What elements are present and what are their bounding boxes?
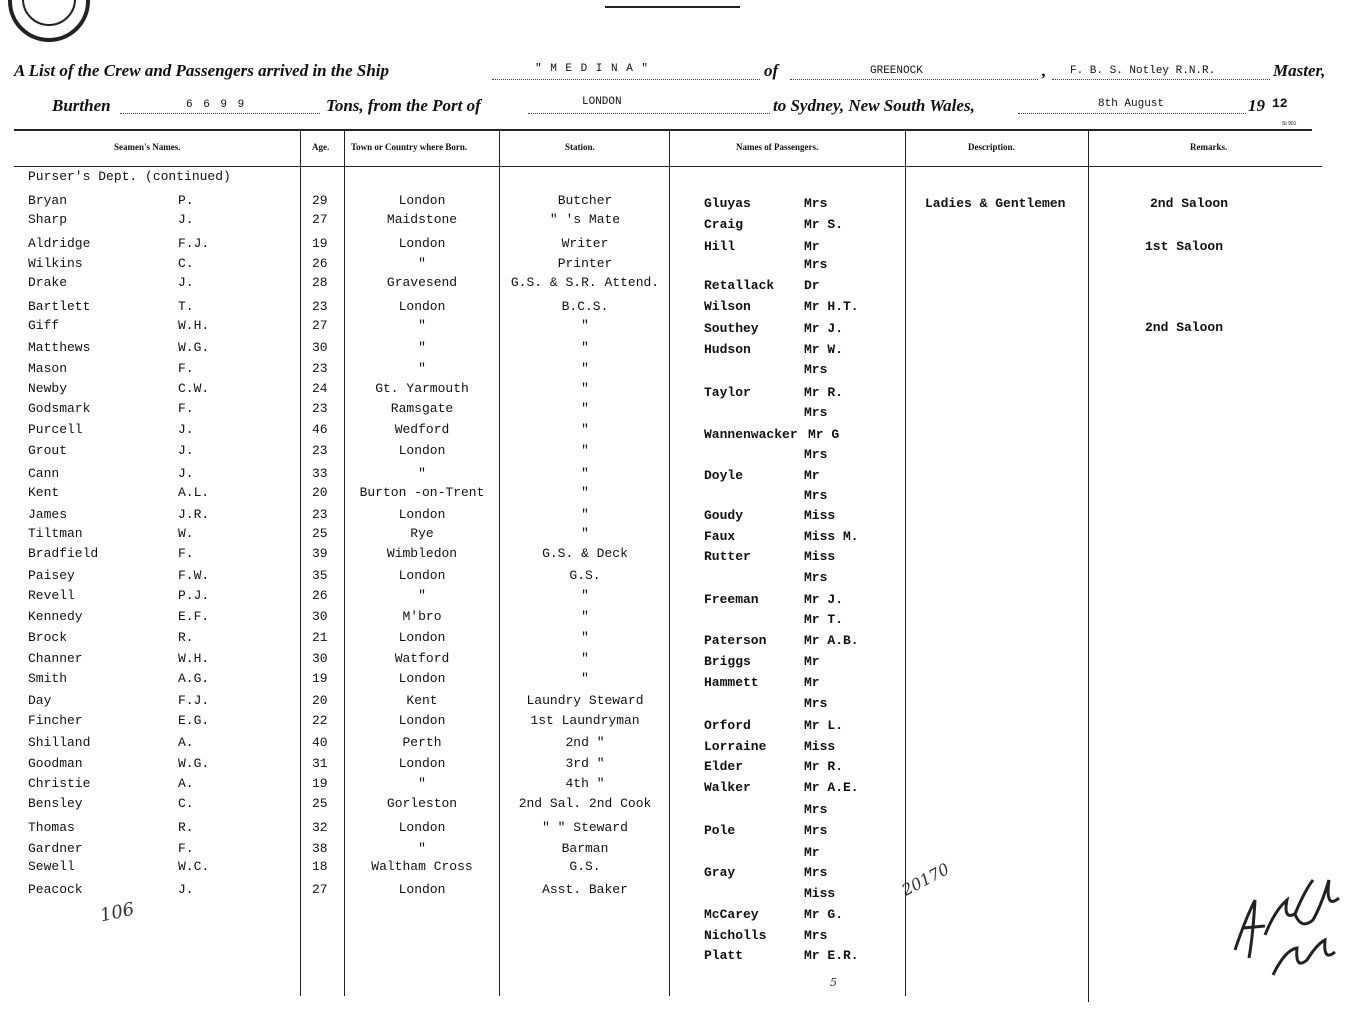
crew-surname: Bartlett	[28, 299, 91, 314]
description-text: Ladies & Gentlemen	[925, 196, 1066, 211]
crew-age: 39	[312, 546, 328, 561]
burthen-label: Burthen	[52, 96, 111, 115]
crew-age: 27	[312, 318, 328, 333]
crew-initials: F.J.	[178, 236, 210, 251]
passenger-title: Mrs	[804, 823, 828, 838]
passenger-surname: Lorraine	[704, 739, 767, 754]
passenger-surname: Gluyas	[704, 196, 751, 211]
crew-age: 20	[312, 485, 328, 500]
crew-surname: Bensley	[28, 796, 83, 811]
crew-surname: Paisey	[28, 568, 75, 583]
crew-initials: P.J.	[178, 588, 210, 603]
crew-initials: J.	[178, 882, 194, 897]
passenger-title: Dr	[804, 278, 820, 293]
crew-age: 22	[312, 713, 328, 728]
crew-birthplace: Gt. Yarmouth	[375, 381, 469, 396]
passenger-title: Miss	[804, 886, 836, 901]
crew-initials: J.	[178, 275, 194, 290]
crew-age: 38	[312, 841, 328, 856]
passenger-surname: Gray	[704, 865, 736, 880]
crew-surname: Smith	[28, 671, 68, 686]
arrival-date: 8th August	[1098, 98, 1165, 110]
crew-initials: E.G.	[178, 713, 210, 728]
crew-age: 23	[312, 401, 328, 416]
passenger-surname: McCarey	[704, 907, 759, 922]
crew-age: 23	[312, 299, 328, 314]
crew-station: 2nd "	[565, 735, 605, 750]
passenger-surname: Wannenwacker	[704, 427, 798, 442]
crew-birthplace: "	[418, 256, 426, 271]
crew-surname: Cann	[28, 466, 60, 481]
crew-surname: Wilkins	[28, 256, 83, 271]
crew-age: 25	[312, 796, 328, 811]
crew-initials: R.	[178, 820, 194, 835]
section-label: Purser's Dept. (continued)	[28, 169, 231, 184]
crew-birthplace: London	[398, 713, 446, 728]
passenger-surname: Southey	[704, 321, 759, 336]
crew-birthplace: London	[398, 299, 446, 314]
crew-initials: C.W.	[178, 381, 210, 396]
crew-station: 2nd Sal. 2nd Cook	[518, 796, 652, 811]
crew-age: 27	[312, 212, 328, 227]
crew-age: 46	[312, 422, 328, 437]
crew-station: "	[581, 507, 589, 522]
crew-birthplace: London	[398, 193, 446, 208]
crew-birthplace: "	[418, 776, 426, 791]
crew-station: "	[581, 485, 589, 500]
crew-age: 40	[312, 735, 328, 750]
table-top-rule	[14, 129, 1312, 131]
crew-age: 23	[312, 507, 328, 522]
passenger-surname: Nicholls	[704, 928, 767, 943]
crew-station: "	[581, 361, 589, 376]
passenger-surname: Craig	[704, 217, 744, 232]
handwritten-count: 106	[98, 898, 137, 927]
crew-birthplace: "	[418, 318, 426, 333]
crew-birthplace: "	[418, 588, 426, 603]
crew-age: 27	[312, 882, 328, 897]
crew-initials: W.C.	[178, 859, 210, 874]
crew-age: 19	[312, 236, 328, 251]
crew-age: 33	[312, 466, 328, 481]
crew-station: "	[581, 318, 589, 333]
passenger-title: Mr J.	[804, 321, 844, 336]
passenger-title: Mr H.T.	[804, 299, 859, 314]
crew-initials: A.	[178, 735, 194, 750]
passenger-surname: Hammett	[704, 675, 759, 690]
crew-age: 21	[312, 630, 328, 645]
crew-age: 26	[312, 588, 328, 603]
crew-birthplace: "	[418, 841, 426, 856]
year-suffix: 12	[1272, 96, 1288, 111]
crew-surname: Purcell	[28, 422, 83, 437]
remark-2: 1st Saloon	[1145, 239, 1224, 254]
crew-station: "	[581, 588, 589, 603]
passenger-title: Mrs	[804, 196, 828, 211]
crew-age: 30	[312, 609, 328, 624]
crew-birthplace: London	[398, 630, 446, 645]
crew-birthplace: London	[398, 671, 446, 686]
crew-surname: Kennedy	[28, 609, 83, 624]
crew-station: "	[581, 381, 589, 396]
header-seamen: Seamen's Names.	[114, 142, 181, 152]
passenger-title: Mrs	[804, 405, 828, 420]
passenger-surname: Goudy	[704, 508, 744, 523]
crew-initials: C.	[178, 256, 194, 271]
crew-initials: J.	[178, 466, 194, 481]
crew-initials: J.R.	[178, 507, 210, 522]
crew-age: 35	[312, 568, 328, 583]
crew-surname: Drake	[28, 275, 68, 290]
small-mark: 5	[830, 976, 837, 989]
passenger-surname: Doyle	[704, 468, 744, 483]
crew-initials: A.L.	[178, 485, 210, 500]
passenger-surname: Retallack	[704, 278, 775, 293]
master-name: F. B. S. Notley R.N.R.	[1070, 65, 1216, 77]
crew-station: " " Steward	[542, 820, 628, 835]
crew-initials: J.	[178, 443, 194, 458]
crew-initials: W.H.	[178, 651, 210, 666]
crew-birthplace: Gorleston	[386, 796, 458, 811]
crew-station: Butcher	[557, 193, 613, 208]
passenger-title: Mrs	[804, 447, 828, 462]
header-age: Age.	[312, 142, 330, 152]
passenger-title: Mrs	[804, 865, 828, 880]
crew-station: 3rd "	[565, 756, 605, 771]
master-label: Master,	[1273, 61, 1326, 80]
crew-initials: E.F.	[178, 609, 210, 624]
crew-birthplace: Rye	[410, 526, 434, 541]
crew-birthplace: Perth	[402, 735, 442, 750]
crew-station: "	[581, 651, 589, 666]
ship-name: " M E D I N A "	[535, 63, 650, 75]
crew-initials: J.	[178, 422, 194, 437]
handwritten-number: 20170	[898, 859, 953, 900]
crew-station: 4th "	[565, 776, 605, 791]
crew-surname: Revell	[28, 588, 75, 603]
crew-initials: F.	[178, 361, 194, 376]
crew-surname: Tiltman	[28, 526, 83, 541]
passenger-title: Mr	[804, 845, 820, 860]
title-text: A List of the Crew and Passengers arrived in the Ship	[14, 61, 389, 80]
crew-surname: Mason	[28, 361, 68, 376]
crew-surname: Grout	[28, 443, 68, 458]
passenger-surname: Briggs	[704, 654, 751, 669]
crew-age: 29	[312, 193, 328, 208]
passenger-surname: Hill	[704, 239, 736, 254]
crew-initials: A.G.	[178, 671, 210, 686]
passenger-title: Mr	[804, 675, 820, 690]
passenger-title: Mrs	[804, 802, 828, 817]
remark-1: 2nd Saloon	[1150, 196, 1229, 211]
crew-station: "	[581, 671, 589, 686]
crew-surname: Thomas	[28, 820, 75, 835]
crew-initials: F.	[178, 546, 194, 561]
passenger-title: Mr	[804, 239, 820, 254]
crew-birthplace: M'bro	[402, 609, 442, 624]
passenger-title: Mr E.R.	[804, 948, 859, 963]
crew-initials: T.	[178, 299, 194, 314]
crew-station: Asst. Baker	[542, 882, 628, 897]
passenger-title: Mr R.	[804, 385, 844, 400]
crew-initials: F.J.	[178, 693, 210, 708]
crew-initials: F.W.	[178, 568, 210, 583]
crew-age: 23	[312, 361, 328, 376]
header-passengers: Names of Passengers.	[736, 142, 819, 152]
crew-age: 26	[312, 256, 328, 271]
header-town: Town or Country where Born.	[351, 142, 468, 152]
crew-birthplace: "	[418, 361, 426, 376]
crew-age: 23	[312, 443, 328, 458]
of-label: of	[764, 61, 779, 80]
crew-station: G.S.	[569, 859, 601, 874]
crew-surname: Aldridge	[28, 236, 91, 251]
passenger-surname: Hudson	[704, 342, 751, 357]
crew-surname: Brock	[28, 630, 68, 645]
title-line-1	[14, 61, 389, 81]
crew-station: Laundry Steward	[526, 693, 644, 708]
crew-surname: Peacock	[28, 882, 83, 897]
crew-surname: James	[28, 507, 68, 522]
crew-station: " 's Mate	[549, 212, 621, 227]
crew-station: "	[581, 401, 589, 416]
passenger-title: Mr	[804, 654, 820, 669]
passenger-title: Mrs	[804, 488, 828, 503]
crew-age: 28	[312, 275, 328, 290]
passenger-title: Miss	[804, 508, 836, 523]
crew-birthplace: Ramsgate	[390, 401, 454, 416]
passenger-surname: Platt	[704, 948, 744, 963]
passenger-title: Mr J.	[804, 592, 844, 607]
crew-station: G.S.	[569, 568, 601, 583]
crew-initials: W.H.	[178, 318, 210, 333]
crew-age: 31	[312, 756, 328, 771]
tons-from-label: Tons, from the Port of	[326, 96, 481, 115]
crew-surname: Newby	[28, 381, 68, 396]
crew-birthplace: London	[398, 820, 446, 835]
crew-surname: Goodman	[28, 756, 83, 771]
passenger-title: Mr T.	[804, 612, 844, 627]
passenger-title: Mr L.	[804, 718, 844, 733]
crew-age: 19	[312, 776, 328, 791]
crew-surname: Giff	[28, 318, 60, 333]
crew-station: G.S. & Deck	[542, 546, 628, 561]
crew-station: "	[581, 526, 589, 541]
passenger-title: Mr G.	[804, 907, 844, 922]
master-signature	[1225, 840, 1350, 990]
passenger-surname: Orford	[704, 718, 751, 733]
passenger-title: Miss	[804, 549, 836, 564]
passenger-surname: Faux	[704, 529, 736, 544]
passenger-title: Mrs	[804, 928, 828, 943]
tons-value: 6 6 9 9	[186, 99, 247, 111]
crew-station: Printer	[557, 256, 613, 271]
port-of-registry: GREENOCK	[870, 65, 923, 77]
crew-surname: Christie	[28, 776, 91, 791]
passenger-title: Mr G	[808, 427, 840, 442]
crew-surname: Bryan	[28, 193, 68, 208]
crew-surname: Channer	[28, 651, 83, 666]
remark-3: 2nd Saloon	[1145, 320, 1224, 335]
crew-station: "	[581, 609, 589, 624]
crew-station: "	[581, 466, 589, 481]
crew-initials: W.G.	[178, 756, 210, 771]
crew-age: 20	[312, 693, 328, 708]
crew-birthplace: Wedford	[394, 422, 450, 437]
passenger-title: Mr R.	[804, 759, 844, 774]
passenger-title: Mr S.	[804, 217, 844, 232]
header-bottom-rule	[14, 166, 1322, 167]
passenger-title: Mr A.B.	[804, 633, 859, 648]
crew-birthplace: London	[398, 236, 446, 251]
crew-station: "	[581, 340, 589, 355]
crew-birthplace: Gravesend	[386, 275, 458, 290]
header-remarks: Remarks.	[1190, 142, 1228, 152]
crew-birthplace: Wimbledon	[386, 546, 458, 561]
crew-station: Barman	[561, 841, 609, 856]
crew-initials: W.G.	[178, 340, 210, 355]
crew-station: "	[581, 630, 589, 645]
crew-surname: Shilland	[28, 735, 91, 750]
crew-surname: Matthews	[28, 340, 91, 355]
passenger-surname: Freeman	[704, 592, 759, 607]
crew-birthplace: London	[398, 568, 446, 583]
passenger-surname: Pole	[704, 823, 736, 838]
crew-age: 19	[312, 671, 328, 686]
passenger-title: Miss	[804, 739, 836, 754]
passenger-surname: Elder	[704, 759, 744, 774]
crew-birthplace: "	[418, 466, 426, 481]
crew-initials: A.	[178, 776, 194, 791]
passenger-title: Mr W.	[804, 342, 844, 357]
passenger-title: Mrs	[804, 570, 828, 585]
crew-age: 32	[312, 820, 328, 835]
crew-station: "	[581, 443, 589, 458]
top-rule	[605, 6, 740, 8]
crew-station: 1st Laundryman	[530, 713, 640, 728]
crew-age: 24	[312, 381, 328, 396]
crew-age: 30	[312, 651, 328, 666]
official-seal	[8, 0, 90, 42]
passenger-title: Mr	[804, 468, 820, 483]
from-port: LONDON	[582, 96, 622, 108]
crew-birthplace: London	[398, 882, 446, 897]
passenger-surname: Taylor	[704, 385, 751, 400]
crew-birthplace: Maidstone	[386, 212, 458, 227]
crew-birthplace: London	[398, 443, 446, 458]
crew-initials: R.	[178, 630, 194, 645]
crew-birthplace: Waltham Cross	[371, 859, 473, 874]
year-prefix: 19	[1248, 96, 1265, 115]
crew-station: "	[581, 422, 589, 437]
crew-station: G.S. & S.R. Attend.	[510, 275, 660, 290]
crew-initials: C.	[178, 796, 194, 811]
crew-station: B.C.S.	[561, 299, 609, 314]
crew-station: Writer	[561, 236, 609, 251]
crew-age: 25	[312, 526, 328, 541]
crew-surname: Fincher	[28, 713, 83, 728]
crew-initials: W.	[178, 526, 194, 541]
crew-age: 18	[312, 859, 328, 874]
crew-surname: Sharp	[28, 212, 68, 227]
crew-initials: J.	[178, 212, 194, 227]
crew-birthplace: Watford	[394, 651, 450, 666]
passenger-title: Miss M.	[804, 529, 859, 544]
crew-surname: Gardner	[28, 841, 83, 856]
crew-initials: F.	[178, 401, 194, 416]
crew-birthplace: Burton -on-Trent	[359, 485, 485, 500]
crew-initials: F.	[178, 841, 194, 856]
header-description: Description.	[968, 142, 1015, 152]
crew-surname: Day	[28, 693, 52, 708]
passenger-surname: Paterson	[704, 633, 767, 648]
form-code: St 901	[1282, 121, 1297, 127]
crew-surname: Bradfield	[28, 546, 99, 561]
crew-initials: P.	[178, 193, 194, 208]
crew-birthplace: London	[398, 756, 446, 771]
passenger-title: Mrs	[804, 362, 828, 377]
crew-birthplace: "	[418, 340, 426, 355]
header-station: Station.	[565, 142, 595, 152]
passenger-title: Mrs	[804, 257, 828, 272]
to-sydney-label: to Sydney, New South Wales,	[773, 96, 975, 115]
crew-surname: Sewell	[28, 859, 75, 874]
crew-birthplace: London	[398, 507, 446, 522]
crew-surname: Godsmark	[28, 401, 91, 416]
passenger-surname: Rutter	[704, 549, 751, 564]
passenger-title: Mrs	[804, 696, 828, 711]
passenger-surname: Walker	[704, 780, 751, 795]
passenger-surname: Wilson	[704, 299, 751, 314]
crew-age: 30	[312, 340, 328, 355]
crew-surname: Kent	[28, 485, 60, 500]
crew-birthplace: Kent	[406, 693, 438, 708]
passenger-title: Mr A.E.	[804, 780, 859, 795]
